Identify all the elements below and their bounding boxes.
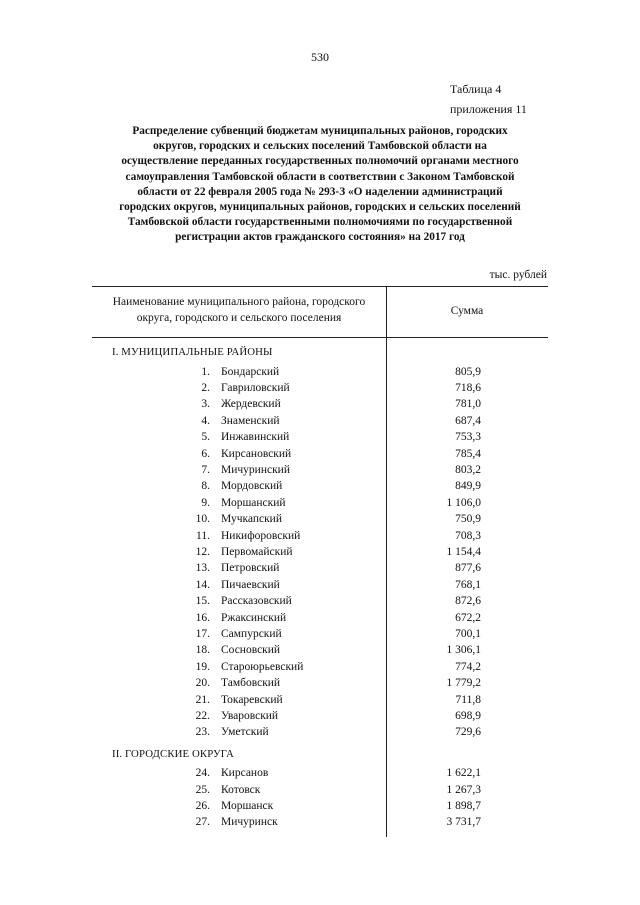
column-header-name: [94, 294, 384, 326]
row-value: 781,0: [455, 398, 481, 411]
table-row: [92, 612, 548, 628]
row-name: Рассказовский: [221, 595, 292, 608]
table-row: [92, 628, 548, 644]
row-value: 877,6: [455, 562, 481, 575]
row-name: Моршанск: [221, 800, 274, 812]
row-name: Котовск: [221, 783, 261, 796]
row-value: 708,3: [455, 529, 481, 542]
table-row: [92, 767, 548, 783]
row-value: 687,4: [455, 414, 481, 427]
row-name: Мучкапский: [221, 513, 282, 526]
title-line: городских округов, муниципальных районов, городских и сельских поселений: [119, 201, 521, 214]
row-number: 17.: [195, 627, 210, 640]
row-value: 1 306,1: [446, 644, 481, 657]
table-row: [92, 595, 548, 611]
row-number: 15.: [195, 595, 210, 608]
row-name: Кирсановский: [221, 447, 292, 460]
row-name: Гавриловский: [221, 381, 290, 394]
row-name: Инжавинский: [221, 431, 290, 444]
table-row: [92, 562, 548, 578]
row-value: 750,9: [455, 513, 481, 526]
table-row: [92, 644, 548, 660]
document-title: [100, 124, 540, 246]
table-reference-line2: приложения 11: [450, 102, 527, 116]
table-row: [92, 694, 548, 710]
row-name: Токаревский: [221, 693, 283, 706]
row-value: 729,6: [455, 726, 481, 739]
table-row: [92, 546, 548, 562]
row-number: 19.: [195, 660, 210, 673]
row-number: 26.: [195, 800, 210, 812]
row-number: 1.: [201, 365, 210, 378]
row-value: 698,9: [455, 709, 481, 722]
table-reference: [450, 79, 527, 119]
row-name: Ржаксинский: [221, 611, 287, 624]
table-row: [92, 448, 548, 464]
row-value: 711,8: [455, 693, 481, 706]
row-number: 10.: [195, 513, 210, 526]
row-number: 12.: [195, 545, 210, 558]
row-number: 7.: [201, 463, 210, 476]
row-name: Бондарский: [221, 365, 280, 378]
table-row: [92, 530, 548, 546]
row-name: Первомайский: [221, 545, 293, 558]
section-header: I. МУНИЦИПАЛЬНЫЕ РАЙОНЫ: [112, 346, 273, 358]
row-name: Староюрьевский: [221, 660, 304, 673]
row-number: 27.: [195, 816, 210, 829]
table-row: [92, 464, 548, 480]
row-name: Никифоровский: [221, 529, 301, 542]
row-number: 16.: [195, 611, 210, 624]
table-row: [92, 677, 548, 693]
row-number: 13.: [195, 562, 210, 575]
table-row: [92, 579, 548, 595]
row-value: 753,3: [455, 431, 481, 444]
table-row: [92, 800, 548, 816]
table-row: [92, 431, 548, 447]
row-name: Моршанский: [221, 496, 286, 509]
column-header-name-line: Наименование муниципального района, городского: [112, 296, 366, 308]
title-line: округов, городских и сельских поселений Тамбовской области на: [153, 140, 487, 153]
row-name: Сосновский: [221, 644, 281, 657]
row-value: 849,9: [455, 480, 481, 493]
row-number: 5.: [201, 431, 210, 444]
row-name: Сампурский: [221, 627, 282, 640]
table-row: [92, 816, 548, 832]
row-number: 14.: [195, 578, 210, 591]
units-label: тыс. рублей: [489, 269, 547, 281]
row-value: 774,2: [455, 660, 481, 673]
row-number: 24.: [195, 767, 210, 780]
row-value: 1 622,1: [446, 767, 481, 780]
row-number: 20.: [195, 677, 210, 690]
title-line: регистрации актов гражданского состояния» на 2017 год: [175, 231, 465, 244]
row-value: 803,2: [455, 463, 481, 476]
row-value: 805,9: [455, 365, 481, 378]
title-line: осуществление переданных государственных полномочий органами местного: [121, 155, 519, 168]
row-number: 9.: [201, 496, 210, 509]
table-row: [92, 710, 548, 726]
table-header-border: [92, 337, 548, 338]
row-number: 21.: [195, 693, 210, 706]
row-name: Жердевский: [221, 398, 281, 411]
row-value: 1 154,4: [446, 545, 481, 558]
table-row: [92, 398, 548, 414]
table-row: [92, 382, 548, 398]
row-name: Петровский: [221, 562, 280, 575]
table-row: [92, 366, 548, 382]
row-name: Уваровский: [221, 709, 279, 722]
table-row: [92, 784, 548, 800]
row-value: 785,4: [455, 447, 481, 460]
table-reference-line1: Таблица 4: [450, 82, 502, 96]
row-value: 1 779,2: [446, 677, 481, 690]
table-row: [92, 497, 548, 513]
table-row: [92, 480, 548, 496]
row-number: 3.: [201, 398, 210, 411]
row-number: 4.: [201, 414, 210, 427]
row-number: 22.: [195, 709, 210, 722]
row-name: Тамбовский: [221, 677, 281, 690]
table-row: [92, 726, 548, 742]
row-value: 700,1: [455, 627, 481, 640]
table-row: [92, 661, 548, 677]
row-name: Пичаевский: [221, 578, 280, 591]
row-value: 1 898,7: [446, 800, 481, 812]
row-number: 25.: [195, 783, 210, 796]
column-header-name-line: округа, городского и сельского поселения: [136, 312, 342, 324]
row-name: Знаменский: [221, 414, 280, 427]
title-line: самоуправления Тамбовской области в соответствии с Законом Тамбовской: [125, 170, 515, 183]
column-header-sum: Сумма: [450, 305, 484, 317]
row-value: 3 731,7: [446, 816, 481, 829]
row-value: 1 106,0: [446, 496, 481, 509]
title-line: Распределение субвенций бюджетам муниципальных районов, городских: [132, 125, 508, 137]
row-number: 23.: [195, 726, 210, 739]
section-header: II. ГОРОДСКИЕ ОКРУГА: [112, 747, 234, 760]
row-value: 872,6: [455, 595, 481, 608]
row-number: 8.: [201, 480, 210, 493]
title-line: области от 22 февраля 2005 года № 293-З «О наделении администраций: [137, 185, 503, 198]
row-name: Кирсанов: [221, 767, 269, 780]
row-number: 2.: [201, 381, 210, 394]
table-row: [92, 513, 548, 529]
title-line: Тамбовской области государственными полномочиями по государственной: [127, 216, 513, 229]
table-row: [92, 415, 548, 431]
row-name: Мичуринский: [221, 463, 290, 476]
row-value: 768,1: [455, 578, 481, 591]
page-number: 530: [311, 50, 329, 64]
row-name: Мордовский: [221, 480, 283, 493]
row-name: Уметский: [221, 726, 269, 739]
row-value: 718,6: [455, 381, 481, 394]
table-top-border: [92, 286, 548, 287]
row-number: 6.: [201, 447, 210, 460]
row-name: Мичуринск: [221, 816, 278, 829]
row-number: 18.: [195, 644, 210, 657]
row-value: 1 267,3: [446, 783, 481, 796]
row-value: 672,2: [455, 611, 481, 624]
row-number: 11.: [196, 529, 210, 542]
